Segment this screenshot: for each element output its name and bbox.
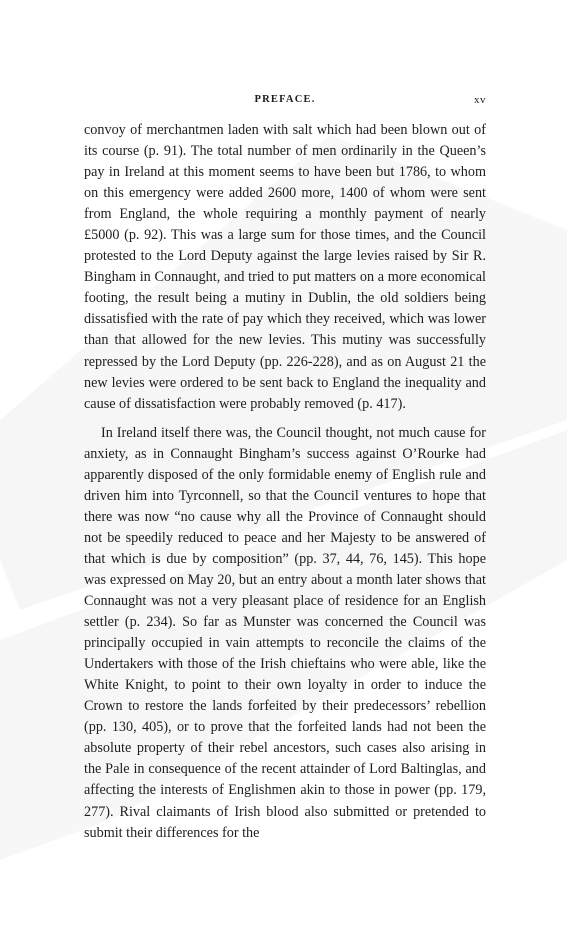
body-text <box>84 120 486 844</box>
paragraph-gap <box>84 415 486 423</box>
page-number: xv <box>474 94 486 106</box>
running-title: PREFACE. <box>254 94 316 105</box>
page-header <box>84 94 486 110</box>
paragraph: In Ireland itself there was, the Council thought, not much cause for anxiety, as in Connaught Bingham’s success against O’Rourke had apparently disposed of the only formidable enemy of English rule and driven him into Tyrconnell, so that the Council ventures to hope that there was now “no cause why all the Province of Connaught should not be speedily reduced to peace and her Majesty to be answered of that which is due by composition” (pp. 37, 44, 76, 145). This hope was expressed on May 20, but an entry about a month later shows that Connaught was not a very pleasant place of residence for an English settler (p. 234). So far as Munster was concerned the Council was principally occupied in vain attempts to reconcile the claims of the Undertakers with those of the Irish chieftains who were able, like the White Knight, to point to their own loyalty in order to induce the Crown to restore the lands forfeited by their predecessors’ rebellion (pp. 130, 405), or to prove that the forfeited lands had not been the absolute property of their rebel ancestors, such cases also arising in the Pale in consequence of the recent attainder of Lord Baltinglas, and affecting the interests of Englishmen akin to those in power (pp. 179, 277). Rival claimants of Irish blood also submitted or pretended to submit their differences for the <box>84 424 486 841</box>
paragraph-continued: convoy of merchantmen laden with salt which had been blown out of its course (p. 91). The total number of men ordinarily in the Queen’s pay in Ireland at this moment seems to have been but 1786, to whom on this emergency were added 2600 more, 1400 of whom were sent from England, the whole requiring a monthly payment of nearly £5000 (p. 92). This was a large sum for those times, and the Council protested to the Lord Deputy against the large levies raised by Sir R. Bingham in Connaught, and tried to put matters on a more economical footing, the result being a mutiny in Dublin, the old soldiers being dissatisfied with the rate of pay which they received, which was lower than that allowed for the new levies. This mutiny was successfully repressed by the Lord Deputy (pp. 226-228), and as on August 21 the new levies were ordered to be sent back to England the inequality and cause of dissatisfaction were probably removed (p. 417). <box>84 122 486 412</box>
